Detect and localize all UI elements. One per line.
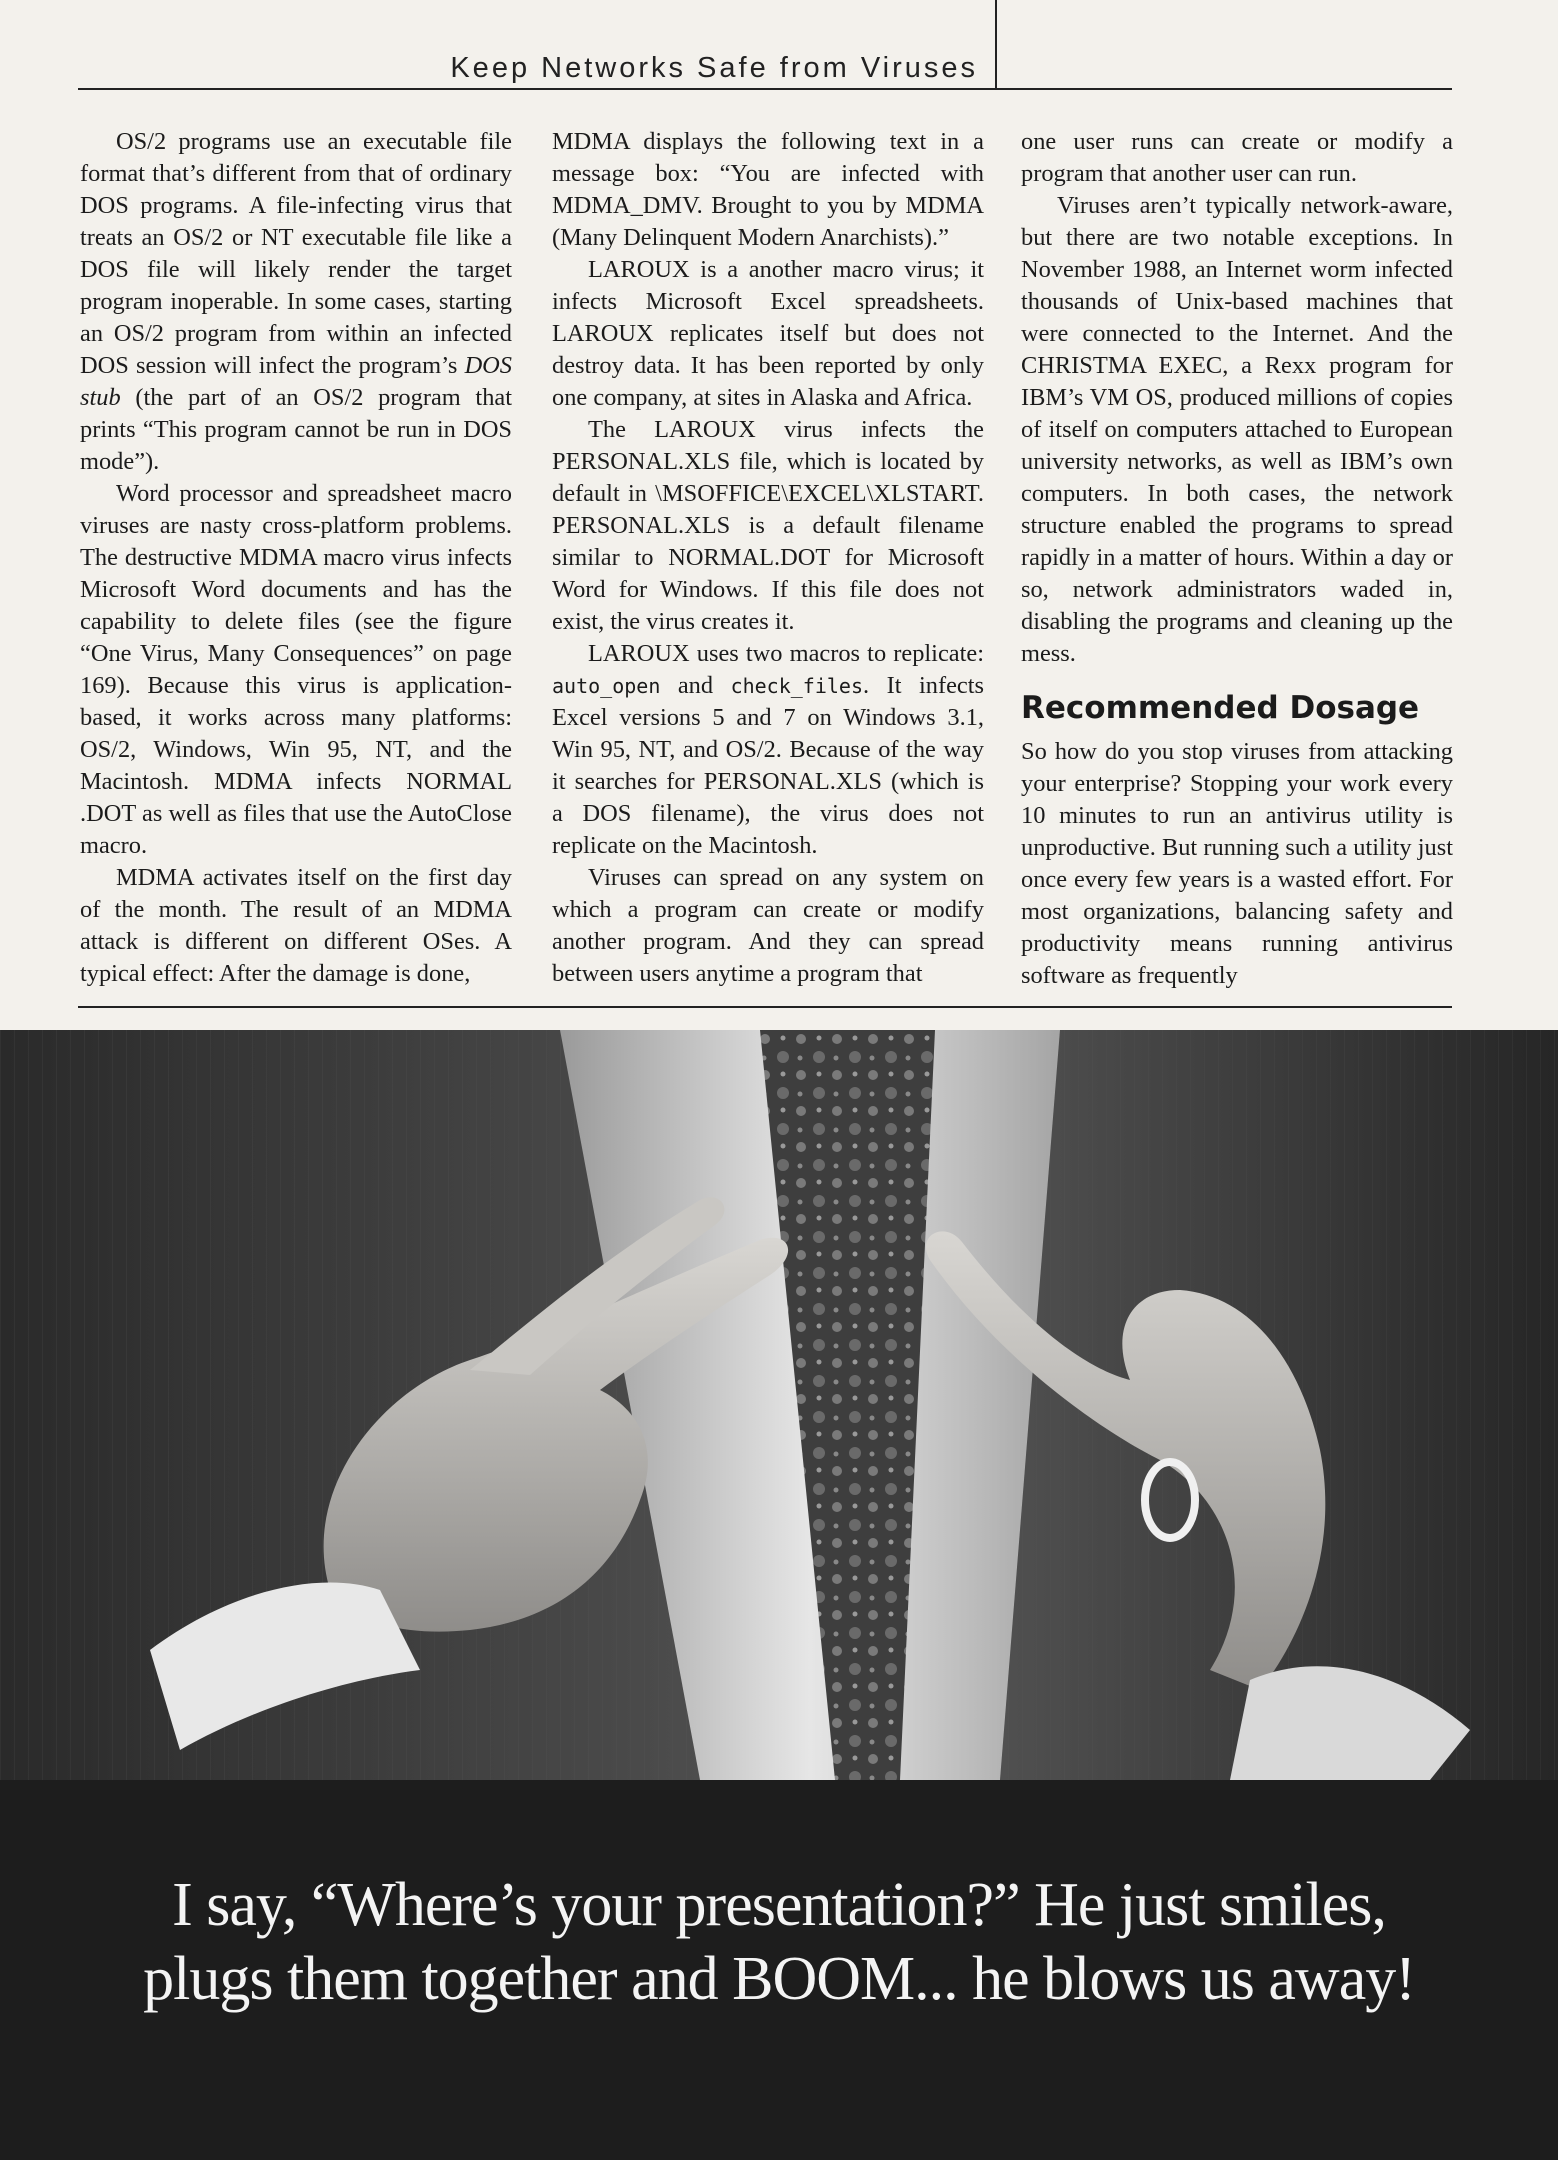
paragraph xyxy=(80,126,512,478)
section-heading: Recommended Dosage xyxy=(1021,690,1420,726)
top-rule xyxy=(78,88,1452,90)
paragraph: So how do you stop viruses from attacking your enterprise? Stopping your work every 10 minutes to run an antivirus utility is unproductive. But running such a utility just once every few years is a wasted effort. For most organizations, balancing safety and productivity means running antivirus software as frequently xyxy=(1021,738,1453,989)
paragraph-text: . It infects Excel versions 5 and 7 on Windows 3.1, Win 95, NT, and OS/2. Because of the way it searches for PERSONAL.XLS (which is a DOS filename), the virus does not replicate on the Macintosh. xyxy=(552,672,984,859)
header-divider xyxy=(995,0,997,90)
article-column-2 xyxy=(552,126,984,990)
paragraph xyxy=(552,638,984,862)
ad-caption-line-2: plugs them together and BOOM... he blows us away! xyxy=(143,1945,1415,2013)
paragraph: The LAROUX virus infects the PERSONAL.XLS file, which is located by default in \MSOFFICE\EXCEL\XLSTART. PERSONAL.XLS is a default filename similar to NORMAL.DOT for Microsoft Word for Windows. If this file does not exist, the virus creates it. xyxy=(552,416,984,635)
paragraph-text: OS/2 programs use an executable file format that’s different from that of ordinary DOS programs. A file-infecting virus that treats an OS/2 or NT executable file like a DOS file will likely render the target program inoperable. In some cases, starting an OS/2 program from within an infected DOS session will infect the program’s xyxy=(80,128,512,379)
bottom-rule xyxy=(78,1006,1452,1008)
paragraph-text: and xyxy=(660,672,731,699)
code-snippet: auto_open xyxy=(552,674,661,698)
ad-photo-illustration xyxy=(0,1030,1558,1780)
paragraph-emphasis: DOS stub xyxy=(80,352,512,411)
code-snippet: check_files xyxy=(730,674,864,698)
paragraph-text: (the part of an OS/2 program that prints “This program cannot be run in DOS mode”). xyxy=(80,384,512,475)
paragraph: Viruses can spread on any system on which a program can create or modify another program. And they can spread between users anytime a program that xyxy=(552,864,984,987)
ad-caption-line-1: I say, “Where’s your presentation?” He just smiles, xyxy=(172,1871,1386,1939)
paragraph-text: LAROUX uses two macros to replicate: xyxy=(588,640,984,667)
paragraph: Viruses aren’t typically network-aware, but there are two notable exceptions. In November 1988, an Internet worm infected thousands of Unix-based machines that were connected to the Internet. And the CHRISTMA EXEC, a Rexx program for IBM’s VM OS, produced millions of copies of itself on computers attached to European university networks, as well as IBM’s own computers. In both cases, the network structure enabled the programs to spread rapidly in a matter of hours. Within a day or so, network administrators waded in, disabling the programs and cleaning up the mess. xyxy=(1021,192,1453,667)
paragraph: MDMA activates itself on the first day of the month. The result of an MDMA attack is different on different OSes. A typical effect: After the damage is done, xyxy=(80,864,512,987)
ad-caption xyxy=(0,1868,1558,2016)
article-column-3 xyxy=(1021,126,1453,992)
paragraph: LAROUX is a another macro virus; it infects Microsoft Excel spreadsheets. LAROUX replicates itself but does not destroy data. It has been reported by only one company, at sites in Alaska and Africa. xyxy=(552,256,984,411)
paragraph: MDMA displays the following text in a message box: “You are infected with MDMA_DMV. Brought to you by MDMA (Many Delinquent Modern Anarchists).” xyxy=(552,128,984,251)
paragraph: Word processor and spreadsheet macro viruses are nasty cross-platform problems. The destructive MDMA macro virus infects Microsoft Word documents and has the capability to delete files (see the figure “One Virus, Many Consequences” on page 169). Because this virus is application-based, it works across many platforms: OS/2, Windows, Win 95, NT, and the Macintosh. MDMA infects NORMAL .DOT as well as files that use the AutoClose macro. xyxy=(80,480,512,859)
article-column-1 xyxy=(80,126,512,990)
ad-photo xyxy=(0,1030,1558,1780)
paragraph: one user runs can create or modify a program that another user can run. xyxy=(1021,128,1453,187)
running-head: Keep Networks Safe from Viruses xyxy=(450,52,978,84)
